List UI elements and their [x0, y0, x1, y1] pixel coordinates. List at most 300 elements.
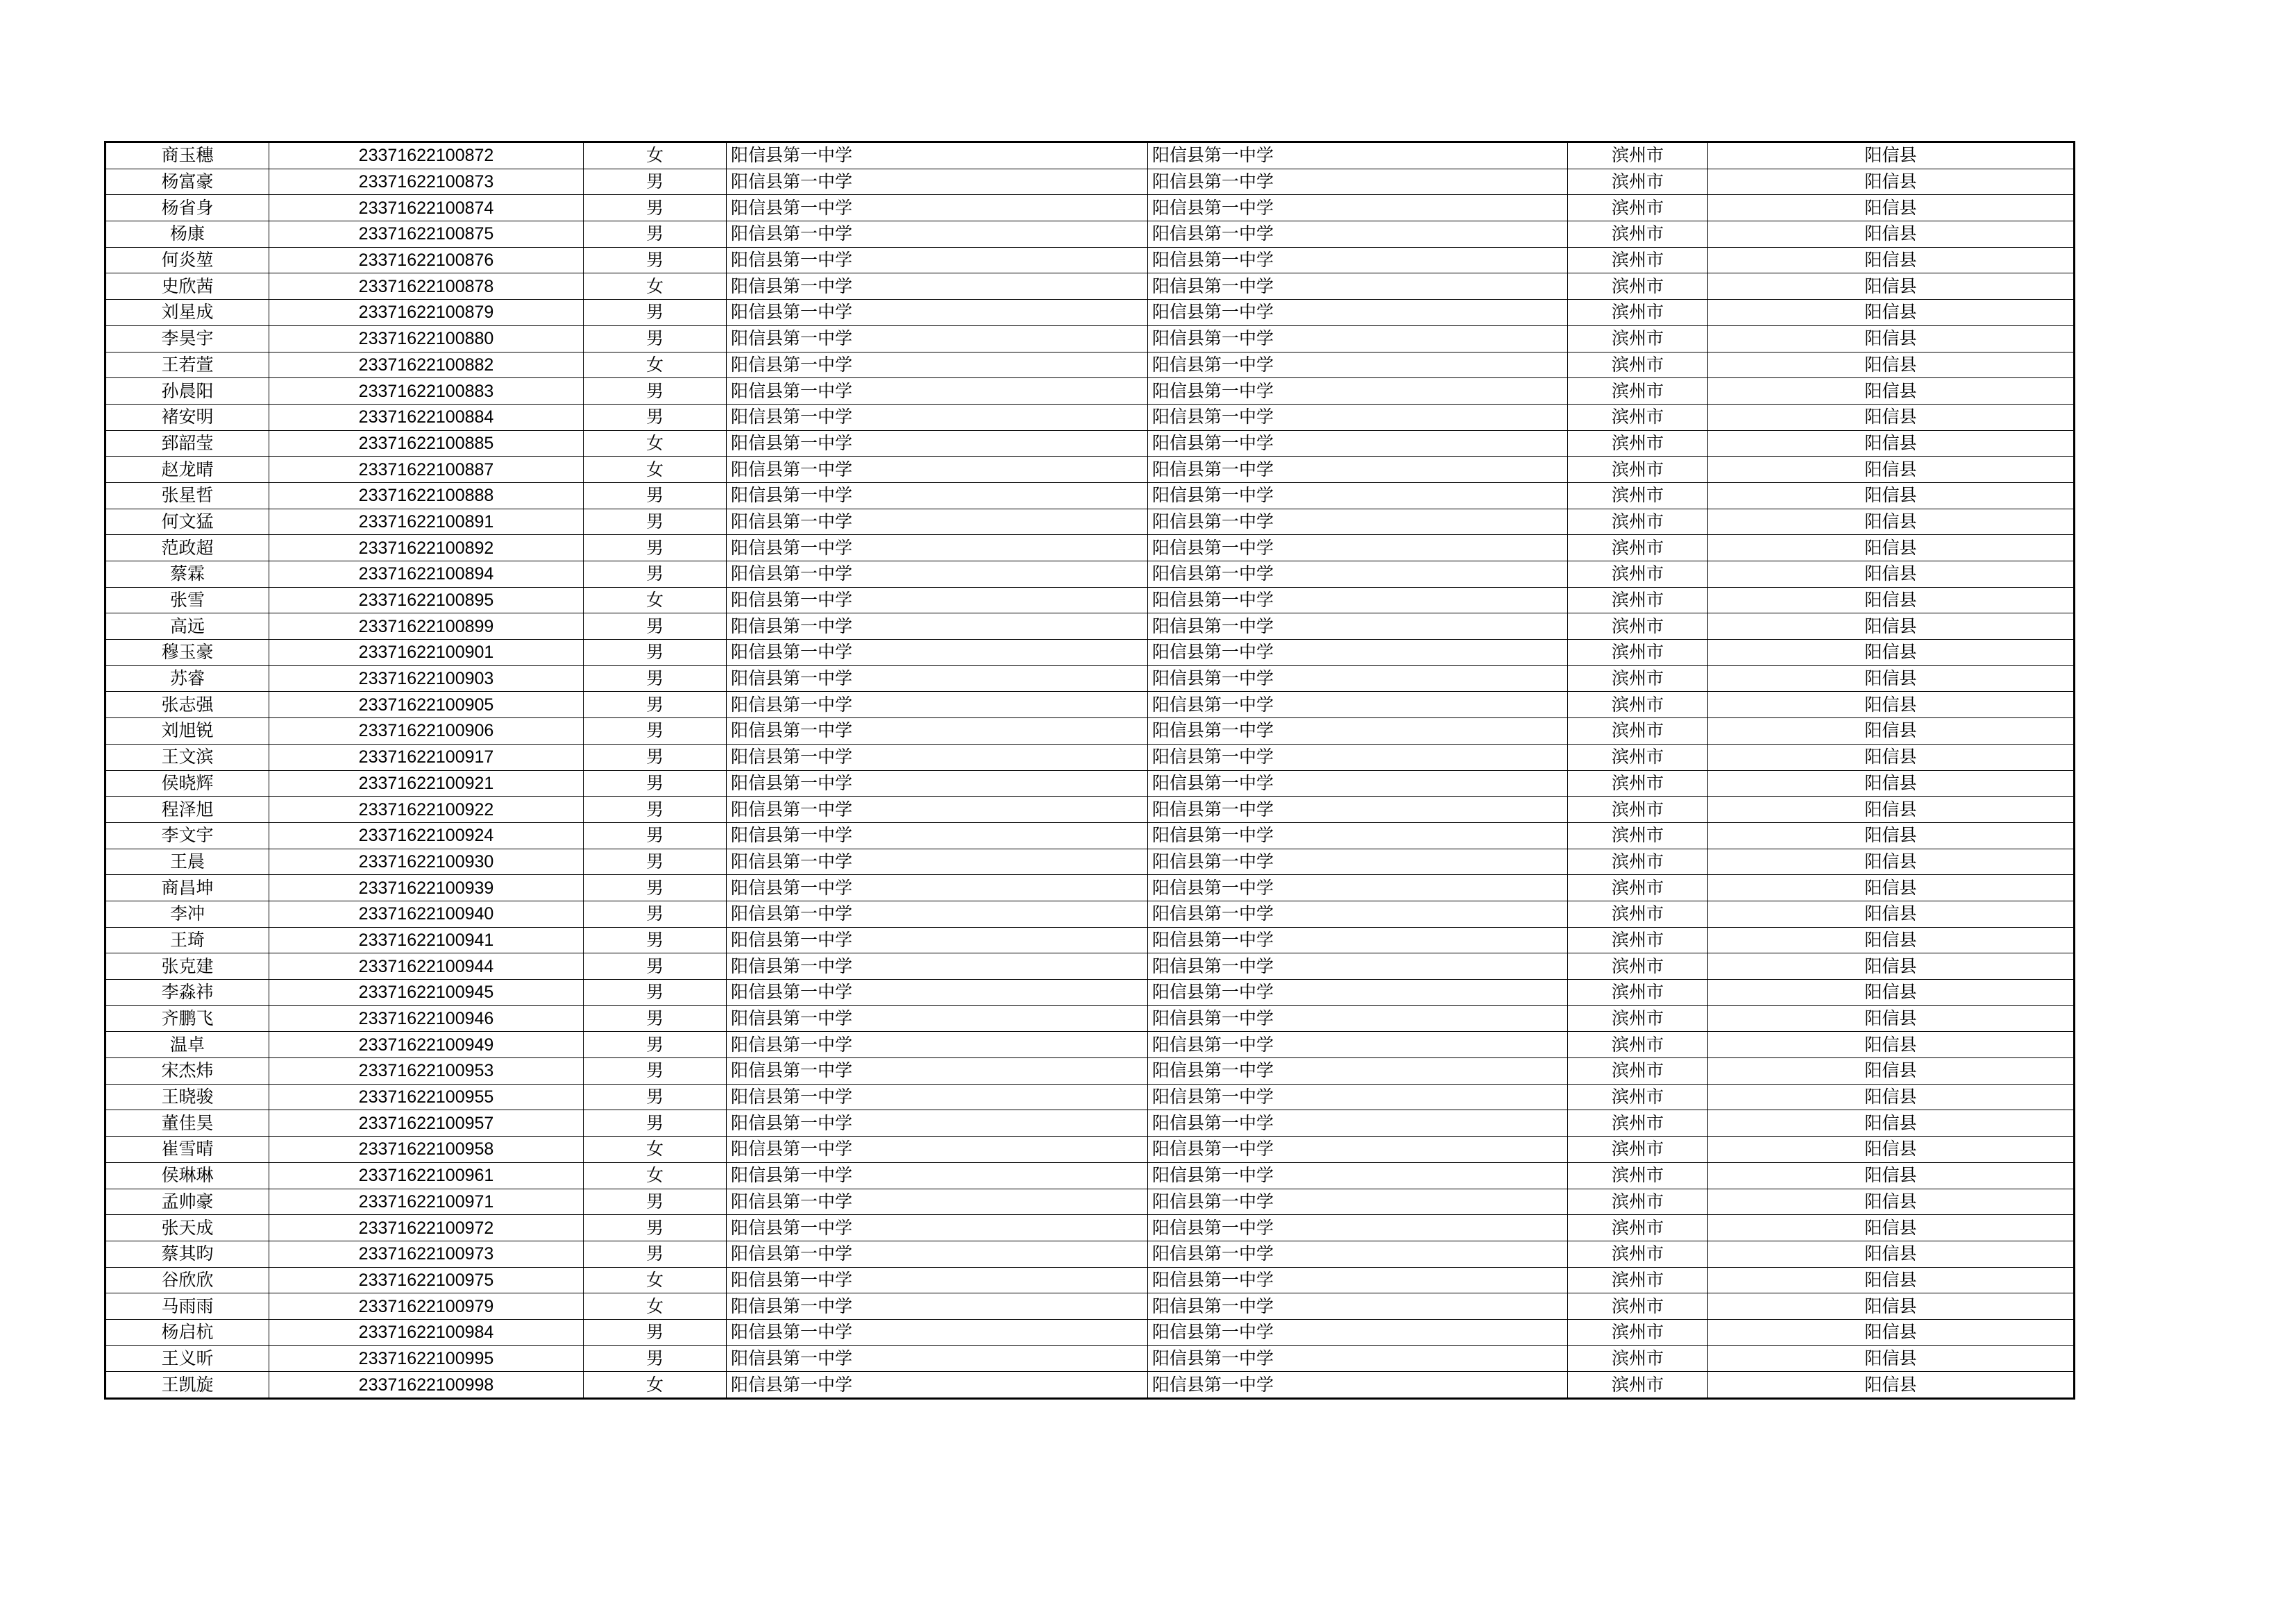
city-cell: 滨州市 [1568, 1293, 1708, 1320]
school-cell: 阳信县第一中学 [727, 535, 1148, 561]
student-roster-table [104, 141, 2075, 1400]
county-cell: 阳信县 [1708, 169, 2075, 195]
gender-cell: 男 [584, 535, 727, 561]
exam-number-cell: 23371622100895 [269, 587, 584, 613]
county-cell: 阳信县 [1708, 1137, 2075, 1163]
table-row [105, 561, 2075, 588]
exam-number-cell: 23371622100971 [269, 1189, 584, 1215]
registered-school-cell: 阳信县第一中学 [1148, 927, 1568, 953]
city-cell: 滨州市 [1568, 273, 1708, 300]
county-cell: 阳信县 [1708, 587, 2075, 613]
school-cell: 阳信县第一中学 [727, 927, 1148, 953]
student-name-cell: 商昌坤 [105, 875, 269, 901]
gender-cell: 男 [584, 247, 727, 273]
student-name-cell: 张天成 [105, 1215, 269, 1241]
city-cell: 滨州市 [1568, 587, 1708, 613]
school-cell: 阳信县第一中学 [727, 770, 1148, 797]
county-cell: 阳信县 [1708, 692, 2075, 718]
city-cell: 滨州市 [1568, 1372, 1708, 1399]
school-cell: 阳信县第一中学 [727, 561, 1148, 588]
exam-number-cell: 23371622100961 [269, 1162, 584, 1189]
gender-cell: 男 [584, 665, 727, 692]
student-name-cell: 杨富豪 [105, 169, 269, 195]
student-name-cell: 孙晨阳 [105, 378, 269, 405]
student-name-cell: 孟帅豪 [105, 1189, 269, 1215]
table-row [105, 980, 2075, 1006]
gender-cell: 男 [584, 822, 727, 849]
student-name-cell: 刘星成 [105, 300, 269, 326]
city-cell: 滨州市 [1568, 1345, 1708, 1372]
registered-school-cell: 阳信县第一中学 [1148, 247, 1568, 273]
city-cell: 滨州市 [1568, 640, 1708, 666]
county-cell: 阳信县 [1708, 953, 2075, 980]
school-cell: 阳信县第一中学 [727, 1058, 1148, 1085]
gender-cell: 男 [584, 980, 727, 1006]
table-row [105, 901, 2075, 927]
student-name-cell: 王文滨 [105, 744, 269, 770]
table-row [105, 797, 2075, 823]
school-cell: 阳信县第一中学 [727, 797, 1148, 823]
registered-school-cell: 阳信县第一中学 [1148, 169, 1568, 195]
exam-number-cell: 23371622100894 [269, 561, 584, 588]
exam-number-cell: 23371622100946 [269, 1005, 584, 1032]
county-cell: 阳信县 [1708, 1293, 2075, 1320]
table-row [105, 1267, 2075, 1293]
registered-school-cell: 阳信县第一中学 [1148, 665, 1568, 692]
table-row [105, 640, 2075, 666]
gender-cell: 女 [584, 352, 727, 378]
gender-cell: 女 [584, 430, 727, 457]
county-cell: 阳信县 [1708, 1319, 2075, 1345]
gender-cell: 男 [584, 744, 727, 770]
table-row [105, 378, 2075, 405]
table-row [105, 325, 2075, 352]
registered-school-cell: 阳信县第一中学 [1148, 142, 1568, 169]
table-row [105, 1110, 2075, 1137]
school-cell: 阳信县第一中学 [727, 640, 1148, 666]
table-row [105, 300, 2075, 326]
county-cell: 阳信县 [1708, 1372, 2075, 1399]
exam-number-cell: 23371622100972 [269, 1215, 584, 1241]
exam-number-cell: 23371622100940 [269, 901, 584, 927]
school-cell: 阳信县第一中学 [727, 1162, 1148, 1189]
school-cell: 阳信县第一中学 [727, 613, 1148, 640]
table-row [105, 1319, 2075, 1345]
school-cell: 阳信县第一中学 [727, 404, 1148, 430]
table-row [105, 875, 2075, 901]
student-name-cell: 张克建 [105, 953, 269, 980]
student-name-cell: 何文猛 [105, 509, 269, 535]
school-cell: 阳信县第一中学 [727, 352, 1148, 378]
table-row [105, 692, 2075, 718]
exam-number-cell: 23371622100998 [269, 1372, 584, 1399]
exam-number-cell: 23371622100945 [269, 980, 584, 1006]
student-name-cell: 蔡霖 [105, 561, 269, 588]
school-cell: 阳信县第一中学 [727, 273, 1148, 300]
city-cell: 滨州市 [1568, 613, 1708, 640]
city-cell: 滨州市 [1568, 665, 1708, 692]
exam-number-cell: 23371622100944 [269, 953, 584, 980]
city-cell: 滨州市 [1568, 142, 1708, 169]
exam-number-cell: 23371622100878 [269, 273, 584, 300]
table-row [105, 822, 2075, 849]
exam-number-cell: 23371622100905 [269, 692, 584, 718]
exam-number-cell: 23371622100872 [269, 142, 584, 169]
school-cell: 阳信县第一中学 [727, 247, 1148, 273]
gender-cell: 女 [584, 1372, 727, 1399]
registered-school-cell: 阳信县第一中学 [1148, 1319, 1568, 1345]
school-cell: 阳信县第一中学 [727, 1267, 1148, 1293]
county-cell: 阳信县 [1708, 142, 2075, 169]
city-cell: 滨州市 [1568, 744, 1708, 770]
table-row [105, 718, 2075, 745]
registered-school-cell: 阳信县第一中学 [1148, 901, 1568, 927]
table-row [105, 849, 2075, 875]
county-cell: 阳信县 [1708, 1241, 2075, 1267]
school-cell: 阳信县第一中学 [727, 1137, 1148, 1163]
gender-cell: 女 [584, 457, 727, 483]
county-cell: 阳信县 [1708, 509, 2075, 535]
gender-cell: 男 [584, 561, 727, 588]
student-name-cell: 王晓骏 [105, 1084, 269, 1110]
registered-school-cell: 阳信县第一中学 [1148, 744, 1568, 770]
school-cell: 阳信县第一中学 [727, 1293, 1148, 1320]
student-name-cell: 李昊宇 [105, 325, 269, 352]
registered-school-cell: 阳信县第一中学 [1148, 509, 1568, 535]
student-name-cell: 王若萱 [105, 352, 269, 378]
school-cell: 阳信县第一中学 [727, 378, 1148, 405]
student-name-cell: 董佳昊 [105, 1110, 269, 1137]
exam-number-cell: 23371622100941 [269, 927, 584, 953]
school-cell: 阳信县第一中学 [727, 195, 1148, 221]
exam-number-cell: 23371622100984 [269, 1319, 584, 1345]
gender-cell: 男 [584, 1084, 727, 1110]
student-name-cell: 褚安明 [105, 404, 269, 430]
city-cell: 滨州市 [1568, 482, 1708, 509]
table-row [105, 665, 2075, 692]
school-cell: 阳信县第一中学 [727, 325, 1148, 352]
school-cell: 阳信县第一中学 [727, 1372, 1148, 1399]
county-cell: 阳信县 [1708, 797, 2075, 823]
student-name-cell: 谷欣欣 [105, 1267, 269, 1293]
exam-number-cell: 23371622100955 [269, 1084, 584, 1110]
exam-number-cell: 23371622100957 [269, 1110, 584, 1137]
county-cell: 阳信县 [1708, 770, 2075, 797]
gender-cell: 男 [584, 797, 727, 823]
table-row [105, 927, 2075, 953]
table-row [105, 1137, 2075, 1163]
student-name-cell: 史欣茜 [105, 273, 269, 300]
student-name-cell: 李淼祎 [105, 980, 269, 1006]
school-cell: 阳信县第一中学 [727, 169, 1148, 195]
registered-school-cell: 阳信县第一中学 [1148, 352, 1568, 378]
table-row [105, 1189, 2075, 1215]
table-row [105, 273, 2075, 300]
exam-number-cell: 23371622100922 [269, 797, 584, 823]
student-name-cell: 杨康 [105, 221, 269, 248]
gender-cell: 男 [584, 849, 727, 875]
county-cell: 阳信县 [1708, 221, 2075, 248]
student-name-cell: 穆玉豪 [105, 640, 269, 666]
table-row [105, 770, 2075, 797]
registered-school-cell: 阳信县第一中学 [1148, 1189, 1568, 1215]
school-cell: 阳信县第一中学 [727, 509, 1148, 535]
exam-number-cell: 23371622100975 [269, 1267, 584, 1293]
table-row [105, 1058, 2075, 1085]
city-cell: 滨州市 [1568, 1058, 1708, 1085]
exam-number-cell: 23371622100901 [269, 640, 584, 666]
gender-cell: 女 [584, 1267, 727, 1293]
exam-number-cell: 23371622100939 [269, 875, 584, 901]
county-cell: 阳信县 [1708, 273, 2075, 300]
county-cell: 阳信县 [1708, 378, 2075, 405]
student-name-cell: 张雪 [105, 587, 269, 613]
table-row [105, 613, 2075, 640]
exam-number-cell: 23371622100888 [269, 482, 584, 509]
gender-cell: 男 [584, 169, 727, 195]
city-cell: 滨州市 [1568, 953, 1708, 980]
city-cell: 滨州市 [1568, 901, 1708, 927]
gender-cell: 男 [584, 1032, 727, 1058]
student-name-cell: 何炎堃 [105, 247, 269, 273]
school-cell: 阳信县第一中学 [727, 221, 1148, 248]
school-cell: 阳信县第一中学 [727, 1084, 1148, 1110]
student-name-cell: 杨省身 [105, 195, 269, 221]
school-cell: 阳信县第一中学 [727, 718, 1148, 745]
student-name-cell: 赵龙晴 [105, 457, 269, 483]
gender-cell: 男 [584, 1110, 727, 1137]
city-cell: 滨州市 [1568, 1005, 1708, 1032]
city-cell: 滨州市 [1568, 1032, 1708, 1058]
student-name-cell: 王义昕 [105, 1345, 269, 1372]
county-cell: 阳信县 [1708, 247, 2075, 273]
city-cell: 滨州市 [1568, 457, 1708, 483]
table-row [105, 482, 2075, 509]
registered-school-cell: 阳信县第一中学 [1148, 404, 1568, 430]
city-cell: 滨州市 [1568, 404, 1708, 430]
school-cell: 阳信县第一中学 [727, 430, 1148, 457]
table-row [105, 404, 2075, 430]
student-name-cell: 张星哲 [105, 482, 269, 509]
exam-number-cell: 23371622100891 [269, 509, 584, 535]
city-cell: 滨州市 [1568, 378, 1708, 405]
exam-number-cell: 23371622100949 [269, 1032, 584, 1058]
county-cell: 阳信县 [1708, 195, 2075, 221]
gender-cell: 男 [584, 509, 727, 535]
city-cell: 滨州市 [1568, 300, 1708, 326]
gender-cell: 女 [584, 1137, 727, 1163]
student-name-cell: 李冲 [105, 901, 269, 927]
city-cell: 滨州市 [1568, 927, 1708, 953]
gender-cell: 男 [584, 404, 727, 430]
exam-number-cell: 23371622100924 [269, 822, 584, 849]
gender-cell: 男 [584, 640, 727, 666]
student-roster-sheet [104, 141, 2073, 1400]
city-cell: 滨州市 [1568, 718, 1708, 745]
registered-school-cell: 阳信县第一中学 [1148, 849, 1568, 875]
registered-school-cell: 阳信县第一中学 [1148, 1137, 1568, 1163]
registered-school-cell: 阳信县第一中学 [1148, 1058, 1568, 1085]
county-cell: 阳信县 [1708, 1058, 2075, 1085]
table-row [105, 1005, 2075, 1032]
table-row [105, 1345, 2075, 1372]
student-name-cell: 杨启杭 [105, 1319, 269, 1345]
city-cell: 滨州市 [1568, 1215, 1708, 1241]
school-cell: 阳信县第一中学 [727, 901, 1148, 927]
gender-cell: 男 [584, 1215, 727, 1241]
county-cell: 阳信县 [1708, 980, 2075, 1006]
school-cell: 阳信县第一中学 [727, 849, 1148, 875]
county-cell: 阳信县 [1708, 640, 2075, 666]
student-name-cell: 马雨雨 [105, 1293, 269, 1320]
registered-school-cell: 阳信县第一中学 [1148, 1084, 1568, 1110]
exam-number-cell: 23371622100884 [269, 404, 584, 430]
exam-number-cell: 23371622100885 [269, 430, 584, 457]
registered-school-cell: 阳信县第一中学 [1148, 875, 1568, 901]
county-cell: 阳信县 [1708, 1005, 2075, 1032]
gender-cell: 男 [584, 300, 727, 326]
school-cell: 阳信县第一中学 [727, 1345, 1148, 1372]
gender-cell: 男 [584, 718, 727, 745]
registered-school-cell: 阳信县第一中学 [1148, 953, 1568, 980]
table-row [105, 744, 2075, 770]
student-name-cell: 高远 [105, 613, 269, 640]
gender-cell: 男 [584, 613, 727, 640]
school-cell: 阳信县第一中学 [727, 875, 1148, 901]
gender-cell: 男 [584, 325, 727, 352]
school-cell: 阳信县第一中学 [727, 953, 1148, 980]
gender-cell: 男 [584, 195, 727, 221]
county-cell: 阳信县 [1708, 875, 2075, 901]
city-cell: 滨州市 [1568, 980, 1708, 1006]
table-row [105, 247, 2075, 273]
gender-cell: 男 [584, 1345, 727, 1372]
student-name-cell: 刘旭锐 [105, 718, 269, 745]
table-row [105, 1032, 2075, 1058]
city-cell: 滨州市 [1568, 1267, 1708, 1293]
registered-school-cell: 阳信县第一中学 [1148, 640, 1568, 666]
gender-cell: 男 [584, 1241, 727, 1267]
registered-school-cell: 阳信县第一中学 [1148, 770, 1568, 797]
registered-school-cell: 阳信县第一中学 [1148, 1293, 1568, 1320]
school-cell: 阳信县第一中学 [727, 1189, 1148, 1215]
exam-number-cell: 23371622100995 [269, 1345, 584, 1372]
student-name-cell: 商玉穗 [105, 142, 269, 169]
registered-school-cell: 阳信县第一中学 [1148, 273, 1568, 300]
city-cell: 滨州市 [1568, 535, 1708, 561]
school-cell: 阳信县第一中学 [727, 1319, 1148, 1345]
exam-number-cell: 23371622100873 [269, 169, 584, 195]
county-cell: 阳信县 [1708, 430, 2075, 457]
exam-number-cell: 23371622100953 [269, 1058, 584, 1085]
student-name-cell: 侯晓辉 [105, 770, 269, 797]
city-cell: 滨州市 [1568, 430, 1708, 457]
table-row [105, 1372, 2075, 1399]
registered-school-cell: 阳信县第一中学 [1148, 1241, 1568, 1267]
registered-school-cell: 阳信县第一中学 [1148, 535, 1568, 561]
school-cell: 阳信县第一中学 [727, 457, 1148, 483]
table-row [105, 142, 2075, 169]
table-row [105, 1293, 2075, 1320]
student-name-cell: 苏睿 [105, 665, 269, 692]
gender-cell: 男 [584, 875, 727, 901]
school-cell: 阳信县第一中学 [727, 744, 1148, 770]
exam-number-cell: 23371622100880 [269, 325, 584, 352]
city-cell: 滨州市 [1568, 692, 1708, 718]
city-cell: 滨州市 [1568, 1162, 1708, 1189]
school-cell: 阳信县第一中学 [727, 142, 1148, 169]
exam-number-cell: 23371622100958 [269, 1137, 584, 1163]
city-cell: 滨州市 [1568, 169, 1708, 195]
city-cell: 滨州市 [1568, 247, 1708, 273]
table-row [105, 1215, 2075, 1241]
county-cell: 阳信县 [1708, 325, 2075, 352]
exam-number-cell: 23371622100876 [269, 247, 584, 273]
registered-school-cell: 阳信县第一中学 [1148, 457, 1568, 483]
county-cell: 阳信县 [1708, 1189, 2075, 1215]
gender-cell: 男 [584, 927, 727, 953]
student-name-cell: 温卓 [105, 1032, 269, 1058]
table-row [105, 169, 2075, 195]
county-cell: 阳信县 [1708, 613, 2075, 640]
student-name-cell: 范政超 [105, 535, 269, 561]
registered-school-cell: 阳信县第一中学 [1148, 613, 1568, 640]
registered-school-cell: 阳信县第一中学 [1148, 1032, 1568, 1058]
school-cell: 阳信县第一中学 [727, 587, 1148, 613]
school-cell: 阳信县第一中学 [727, 300, 1148, 326]
county-cell: 阳信县 [1708, 1345, 2075, 1372]
county-cell: 阳信县 [1708, 352, 2075, 378]
school-cell: 阳信县第一中学 [727, 980, 1148, 1006]
exam-number-cell: 23371622100903 [269, 665, 584, 692]
exam-number-cell: 23371622100892 [269, 535, 584, 561]
exam-number-cell: 23371622100883 [269, 378, 584, 405]
student-name-cell: 王晨 [105, 849, 269, 875]
registered-school-cell: 阳信县第一中学 [1148, 1005, 1568, 1032]
exam-number-cell: 23371622100882 [269, 352, 584, 378]
registered-school-cell: 阳信县第一中学 [1148, 300, 1568, 326]
county-cell: 阳信县 [1708, 1215, 2075, 1241]
exam-number-cell: 23371622100879 [269, 300, 584, 326]
student-name-cell: 王琦 [105, 927, 269, 953]
city-cell: 滨州市 [1568, 770, 1708, 797]
county-cell: 阳信县 [1708, 665, 2075, 692]
city-cell: 滨州市 [1568, 195, 1708, 221]
gender-cell: 女 [584, 1293, 727, 1320]
gender-cell: 男 [584, 482, 727, 509]
registered-school-cell: 阳信县第一中学 [1148, 718, 1568, 745]
exam-number-cell: 23371622100899 [269, 613, 584, 640]
county-cell: 阳信县 [1708, 927, 2075, 953]
city-cell: 滨州市 [1568, 797, 1708, 823]
exam-number-cell: 23371622100875 [269, 221, 584, 248]
table-row [105, 457, 2075, 483]
county-cell: 阳信县 [1708, 300, 2075, 326]
school-cell: 阳信县第一中学 [727, 692, 1148, 718]
gender-cell: 女 [584, 587, 727, 613]
county-cell: 阳信县 [1708, 822, 2075, 849]
county-cell: 阳信县 [1708, 1162, 2075, 1189]
gender-cell: 男 [584, 1189, 727, 1215]
registered-school-cell: 阳信县第一中学 [1148, 1345, 1568, 1372]
city-cell: 滨州市 [1568, 561, 1708, 588]
student-name-cell: 崔雪晴 [105, 1137, 269, 1163]
school-cell: 阳信县第一中学 [727, 1215, 1148, 1241]
table-row [105, 221, 2075, 248]
city-cell: 滨州市 [1568, 1084, 1708, 1110]
county-cell: 阳信县 [1708, 404, 2075, 430]
gender-cell: 男 [584, 953, 727, 980]
